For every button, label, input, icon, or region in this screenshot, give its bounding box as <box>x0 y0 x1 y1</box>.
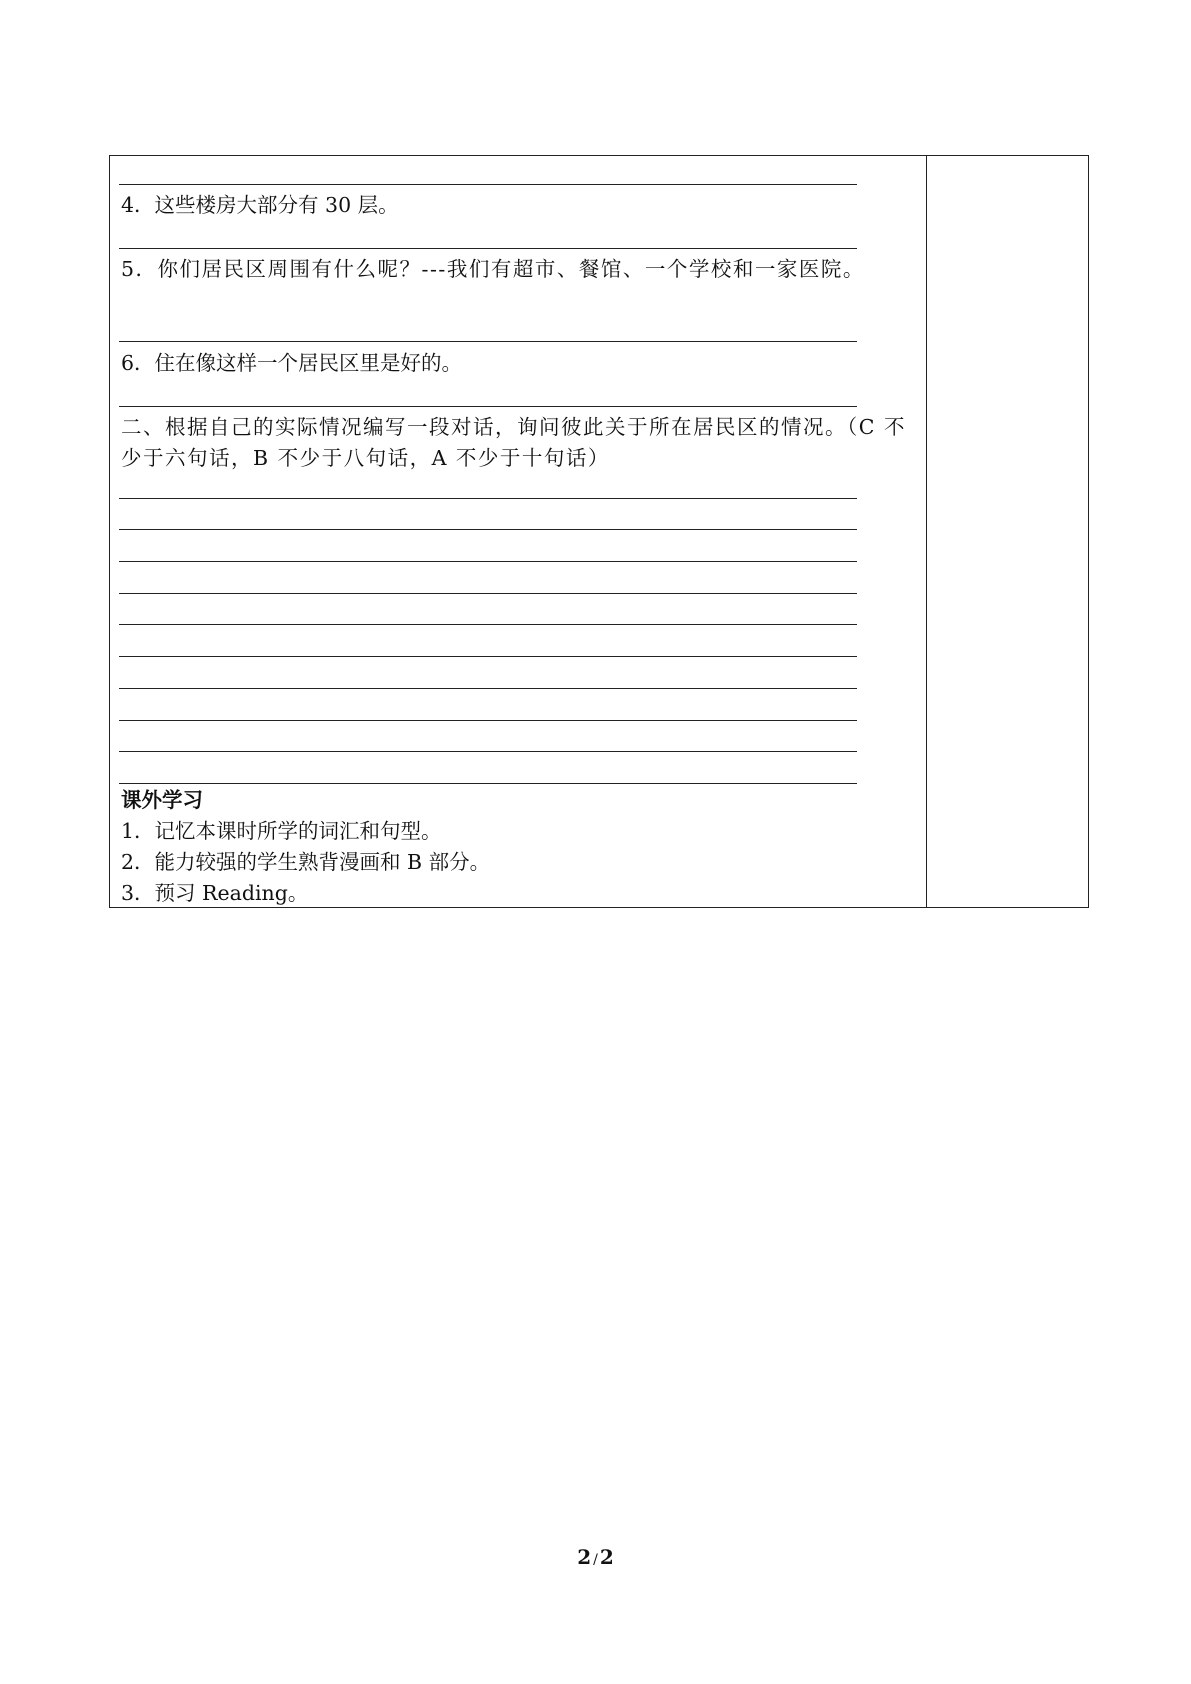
exercise-item-5: 5．你们居民区周围有什么呢？---我们有超市、餐馆、一个学校和一家医院。 <box>121 257 865 281</box>
dialogue-line[interactable] <box>119 498 857 499</box>
answer-line[interactable] <box>119 184 857 185</box>
homework-item: 3．预习 Reading。 <box>121 881 309 905</box>
task-2-instructions: 二、根据自己的实际情况编写一段对话，询问彼此关于所在居民区的情况。（C 不少于六句话，B 不少于八句话，A 不少于十句话） <box>121 415 906 470</box>
dialogue-line[interactable] <box>119 561 857 562</box>
exercise-item-6: 6．住在像这样一个居民区里是好的。 <box>121 351 463 375</box>
answer-line[interactable] <box>119 248 857 249</box>
exercise-item-4: 4．这些楼房大部分有 30 层。 <box>121 193 399 217</box>
dialogue-line[interactable] <box>119 751 857 752</box>
homework-heading: 课外学习 <box>121 788 203 812</box>
dialogue-line[interactable] <box>119 529 857 530</box>
page-current: 2 <box>577 1545 592 1569</box>
dialogue-line[interactable] <box>119 624 857 625</box>
page-total: 2 <box>599 1545 614 1569</box>
dialogue-line[interactable] <box>119 593 857 594</box>
dialogue-line[interactable] <box>119 688 857 689</box>
homework-item: 1．记忆本课时所学的词汇和句型。 <box>121 819 442 843</box>
lesson-table <box>109 155 1089 908</box>
homework-item: 2．能力较强的学生熟背漫画和 B 部分。 <box>121 850 491 874</box>
page-number <box>0 1545 1191 1569</box>
dialogue-line[interactable] <box>119 656 857 657</box>
column-divider <box>926 156 927 907</box>
dialogue-line[interactable] <box>119 783 857 784</box>
answer-line[interactable] <box>119 341 857 342</box>
page-separator: / <box>593 1552 598 1568</box>
dialogue-line[interactable] <box>119 720 857 721</box>
content-cell <box>110 156 926 907</box>
answer-line[interactable] <box>119 406 857 407</box>
